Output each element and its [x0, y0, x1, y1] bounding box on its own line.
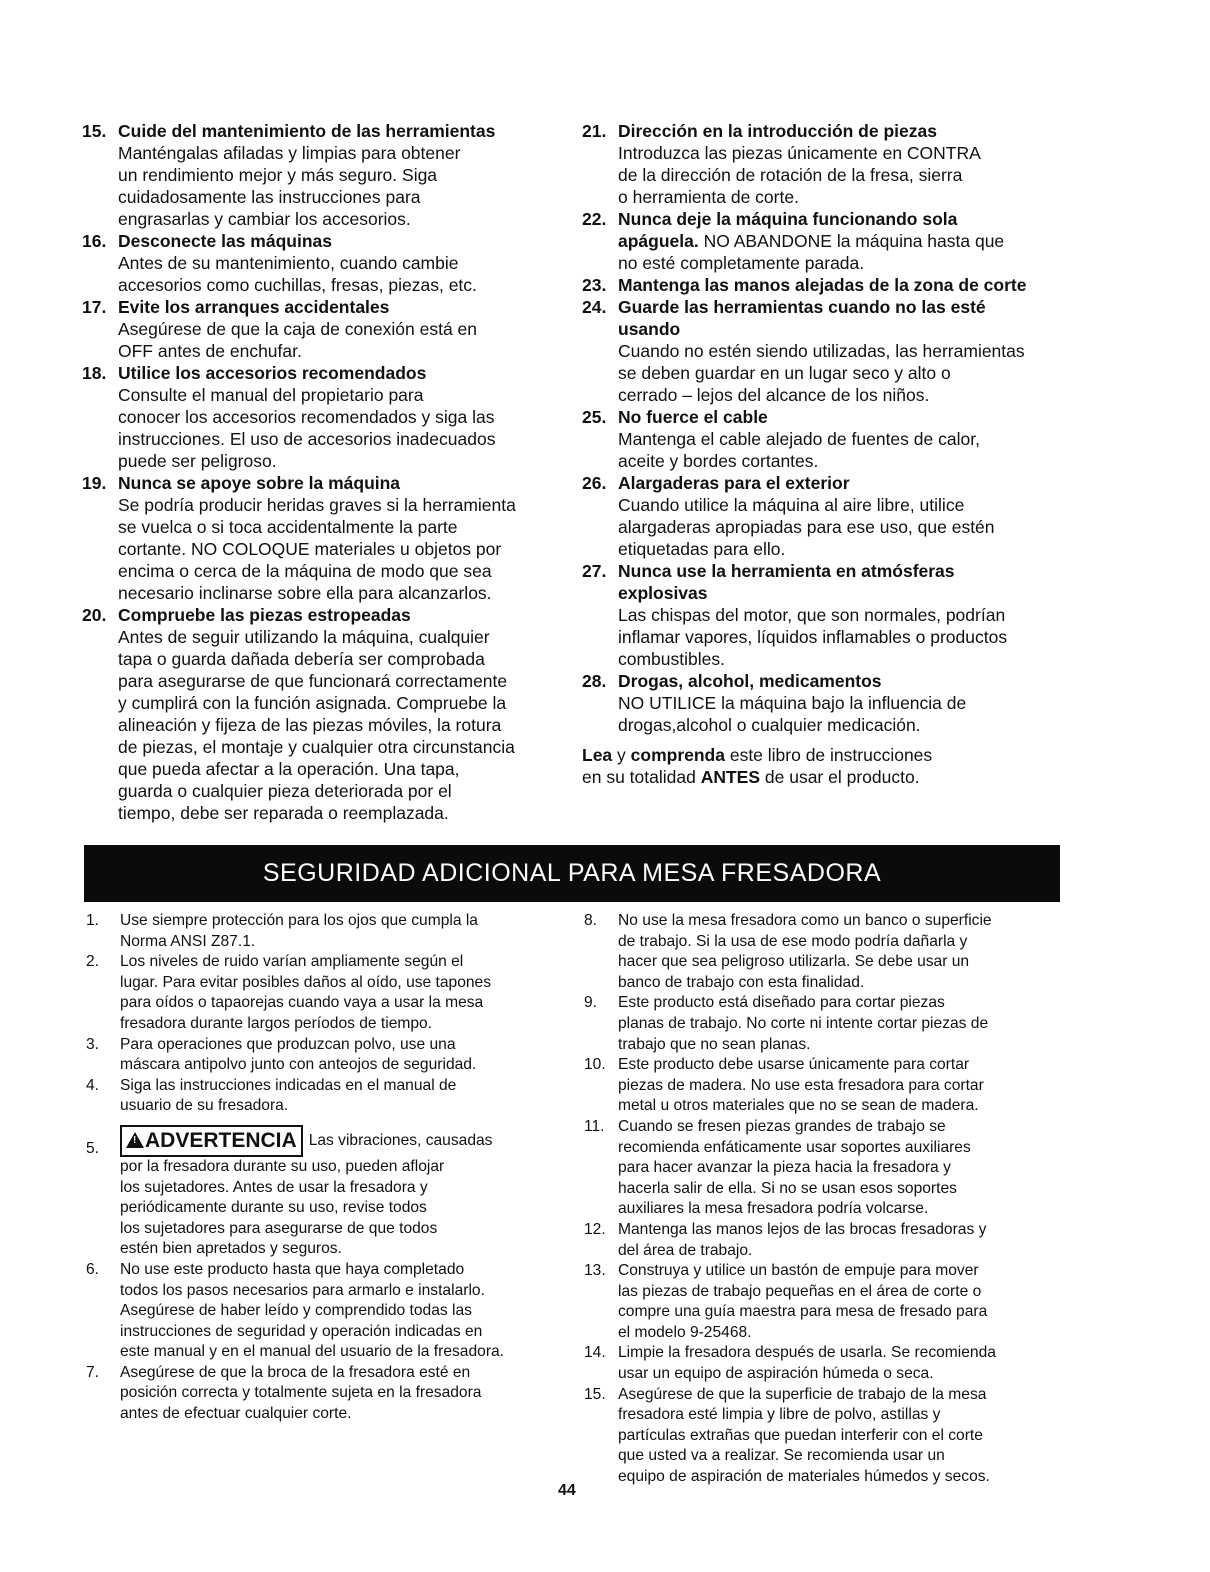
safety-number: 1. — [86, 912, 100, 929]
rule-line: Se podría producir heridas graves si la herramienta — [118, 495, 516, 515]
rule-25 — [582, 406, 1062, 472]
rule-line: conocer los accesorios recomendados y siga las — [118, 407, 495, 427]
closing-line-2 — [582, 766, 962, 788]
safety-line: este manual y en el manual del usuario de la fresadora. — [120, 1343, 505, 1361]
rule-line: para asegurarse de que funcionará correctamente — [118, 671, 508, 691]
rule-line: guarda o cualquier pieza deteriorada por el — [118, 781, 452, 801]
rule-line: Asegúrese de que la caja de conexión está en — [118, 319, 478, 339]
safety-line: máscara antipolvo junto con anteojos de seguridad. — [120, 1056, 477, 1074]
rules-right-column — [582, 120, 1062, 788]
rule-line: se vuelca o si toca accidentalmente la parte — [118, 517, 458, 537]
safety-line: recomienda enfáticamente usar soportes auxiliares — [618, 1138, 971, 1156]
rule-23 — [582, 274, 1062, 296]
closing-line-1 — [582, 744, 962, 766]
rule-line: de la dirección de rotación de la fresa, sierra — [618, 165, 963, 185]
rule-number: 19. — [82, 473, 107, 493]
rule-number: 25. — [582, 407, 607, 427]
rule-line: que pueda afectar a la operación. Una tapa, — [118, 759, 460, 779]
rule-28 — [582, 670, 1062, 736]
safety-line: para hacer avanzar la pieza hacia la fresadora y — [618, 1159, 951, 1177]
rule-19 — [82, 472, 552, 604]
safety-number: 8. — [584, 912, 598, 929]
rule-title: explosivas — [618, 583, 708, 603]
rule-number: 27. — [582, 561, 607, 581]
safety-line: los sujetadores. Antes de usar la fresadora y — [120, 1178, 428, 1196]
rule-title: Compruebe las piezas estropeadas — [118, 605, 411, 625]
safety-item-8 — [584, 911, 1060, 993]
safety-line: Norma ANSI Z87.1. — [120, 932, 256, 950]
safety-line: de trabajo. Si la usa de ese modo podría dañarla y — [618, 932, 968, 950]
rule-title: Utilice los accesorios recomendados — [118, 363, 427, 383]
safety-number: 15. — [584, 1385, 606, 1403]
safety-line: Construya y utilice un bastón de empuje para mover — [618, 1262, 979, 1280]
rule-line: aceite y bordes cortantes. — [618, 451, 819, 471]
closing-post: de usar el producto. — [760, 767, 920, 787]
safety-item-15 — [584, 1385, 1060, 1488]
safety-line: fresadora esté limpia y libre de polvo, astillas y — [618, 1406, 941, 1424]
safety-number: 2. — [86, 953, 100, 971]
rule-line: drogas,alcohol o cualquier medicación. — [618, 715, 921, 735]
rule-18 — [82, 362, 552, 472]
rule-line: cerrado – lejos del alcance de los niños. — [618, 385, 930, 405]
rule-27 — [582, 560, 1062, 670]
warning-label-box — [120, 1125, 303, 1157]
warning-row — [120, 1125, 572, 1157]
rule-line: cortante. NO COLOQUE materiales u objetos por — [118, 539, 502, 559]
safety-line: Para operaciones que produzcan polvo, use una — [120, 1035, 456, 1053]
safety-line: el modelo 9-25468. — [618, 1323, 752, 1341]
closing-comprenda: comprenda — [630, 745, 725, 765]
safety-line: lugar. Para evitar posibles daños al oído, use tapones — [120, 973, 492, 991]
rule-17 — [82, 296, 552, 362]
safety-item-7 — [86, 1363, 572, 1425]
rule-number: 28. — [582, 671, 607, 691]
safety-line: Este producto debe usarse únicamente para cortar — [618, 1056, 970, 1074]
rule-line: Manténgalas afiladas y limpias para obtener — [118, 143, 461, 163]
safety-line: fresadora durante largos períodos de tiempo. — [120, 1014, 433, 1032]
safety-line: del área de trabajo. — [618, 1241, 753, 1259]
rule-line: Mantenga el cable alejado de fuentes de calor, — [618, 429, 980, 449]
rule-16 — [82, 230, 552, 296]
safety-item-3 — [86, 1035, 572, 1076]
safety-line: Los niveles de ruido varían ampliamente según el — [120, 953, 464, 971]
rule-21 — [582, 120, 1062, 208]
safety-item-13 — [584, 1261, 1060, 1343]
safety-line: auxiliares la mesa fresadora podría volcarse. — [618, 1200, 929, 1218]
rule-20 — [82, 604, 552, 824]
safety-number: 13. — [584, 1262, 606, 1280]
safety-line: compre una guía maestra para mesa de fresado para — [618, 1303, 988, 1321]
rule-line: instrucciones. El uso de accesorios inadecuados — [118, 429, 496, 449]
safety-line: todos los pasos necesarios para armarlo e instalarlo. — [120, 1281, 485, 1299]
rule-line: un rendimiento mejor y más seguro. Siga — [118, 165, 438, 185]
safety-line: Mantenga las manos lejos de las brocas fresadoras y — [618, 1220, 987, 1238]
safety-line: Asegúrese de haber leído y comprendido todas las — [120, 1302, 472, 1320]
rule-line: alargaderas apropiadas para ese uso, que estén — [618, 517, 995, 537]
closing-y: y — [612, 745, 631, 765]
safety-line: No use la mesa fresadora como un banco o superficie — [618, 912, 992, 929]
safety-line: estén bien apretados y seguros. — [120, 1240, 342, 1258]
rule-line: Antes de su mantenimiento, cuando cambie — [118, 253, 459, 273]
safety-line: piezas de madera. No use esta fresadora para cortar — [618, 1076, 984, 1094]
warning-label: ADVERTENCIA — [145, 1128, 297, 1152]
safety-item-14 — [584, 1343, 1060, 1384]
safety-number: 9. — [584, 994, 598, 1012]
section-banner-title: SEGURIDAD ADICIONAL PARA MESA FRESADORA — [262, 859, 882, 887]
safety-item-6 — [86, 1260, 572, 1363]
warning-text: Las vibraciones, causadas — [308, 1131, 493, 1149]
rule-line: etiquetadas para ello. — [618, 539, 786, 559]
rule-title: Nunca se apoye sobre la máquina — [118, 473, 401, 493]
safety-number: 12. — [584, 1220, 606, 1238]
closing-antes: ANTES — [700, 767, 761, 787]
rule-line: tapa o guarda dañada debería ser comprobada — [118, 649, 485, 669]
rule-line: Introduzca las piezas únicamente en CONTRA — [618, 143, 981, 163]
rule-26 — [582, 472, 1062, 560]
rule-title: usando — [618, 319, 681, 339]
safety-line: usuario de su fresadora. — [120, 1097, 289, 1115]
safety-item-4 — [86, 1076, 572, 1117]
safety-line: partículas extrañas que puedan interferir con el corte — [618, 1426, 983, 1444]
rule-title: Evite los arranques accidentales — [118, 297, 390, 317]
closing-pre: en su totalidad — [582, 767, 701, 787]
safety-line: Use siempre protección para los ojos que cumpla la — [120, 912, 478, 929]
rule-24 — [582, 296, 1062, 406]
rule-number: 16. — [82, 231, 107, 251]
rule-line: se deben guardar en un lugar seco y alto o — [618, 363, 951, 383]
safety-line: que usted va a realizar. Se recomienda usar un — [618, 1447, 945, 1465]
safety-number: 3. — [86, 1035, 100, 1053]
safety-line: Cuando se fresen piezas grandes de trabajo se — [618, 1117, 946, 1135]
safety-line: para oídos o tapaorejas cuando vaya a usar la mesa — [120, 994, 484, 1012]
safety-line: posición correcta y totalmente sujeta en la fresadora — [120, 1384, 482, 1402]
rule-number: 18. — [82, 363, 107, 383]
rule-line: puede ser peligroso. — [118, 451, 277, 471]
rule-number: 22. — [582, 209, 607, 229]
safety-item-5 — [86, 1125, 572, 1260]
safety-line: Asegúrese de que la superficie de trabajo de la mesa — [618, 1385, 987, 1403]
safety-line: Este producto está diseñado para cortar piezas — [618, 994, 945, 1012]
safety-line: por la fresadora durante su uso, pueden aflojar — [120, 1157, 445, 1175]
page-number: 44 — [558, 1482, 576, 1499]
safety-line: los sujetadores para asegurarse de que todos — [120, 1219, 438, 1237]
safety-line: hacer que sea peligroso utilizarla. Se debe usar un — [618, 953, 970, 971]
rule-line: accesorios como cuchillas, fresas, piezas, etc. — [118, 275, 477, 295]
rule-line: Cuando no estén siendo utilizadas, las herramientas — [618, 341, 1025, 361]
rule-line: encima o cerca de la máquina de modo que sea — [118, 561, 492, 581]
safety-number: 4. — [86, 1076, 100, 1094]
rule-title: Alargaderas para el exterior — [618, 473, 850, 493]
rule-number: 15. — [82, 121, 107, 141]
rule-line: OFF antes de enchufar. — [118, 341, 302, 361]
rule-title: No fuerce el cable — [618, 407, 768, 427]
safety-line: Asegúrese de que la broca de la fresadora esté en — [120, 1363, 471, 1381]
safety-line: Limpie la fresadora después de usarla. Se recomienda — [618, 1344, 996, 1362]
safety-line: hacerla salir de ella. Si no se usan esos soportes — [618, 1179, 957, 1197]
rule-line: de piezas, el montaje y cualquier otra circunstancia — [118, 737, 515, 757]
rule-title: Drogas, alcohol, medicamentos — [618, 671, 882, 691]
rule-line: necesario inclinarse sobre ella para alcanzarlos. — [118, 583, 492, 603]
safety-number: 5. — [86, 1139, 100, 1157]
safety-line: banco de trabajo con esta finalidad. — [618, 973, 865, 991]
safety-item-12 — [584, 1220, 1060, 1261]
rule-line: no esté completamente parada. — [618, 253, 865, 273]
rule-line: tiempo, debe ser reparada o reemplazada. — [118, 803, 449, 823]
rule-title: Nunca use la herramienta en atmósferas — [618, 561, 955, 581]
rule-title: Mantenga las manos alejadas de la zona de corte — [618, 275, 1027, 295]
safety-line: periódicamente durante su uso, revise todos — [120, 1199, 427, 1217]
rule-22 — [582, 208, 1062, 274]
rule-title: Desconecte las máquinas — [118, 231, 332, 251]
rule-title: Dirección en la introducción de piezas — [618, 121, 937, 141]
safety-left-column — [86, 911, 572, 1425]
rule-title: Cuide del mantenimiento de las herramientas — [118, 121, 496, 141]
safety-item-10 — [584, 1055, 1060, 1117]
safety-line: las piezas de trabajo pequeñas en el área de corte o — [618, 1282, 982, 1300]
closing-note — [582, 744, 962, 788]
rule-title: Guarde las herramientas cuando no las esté — [618, 297, 986, 317]
safety-line: instrucciones de seguridad y operación indicadas en — [120, 1322, 483, 1340]
rule-lead-rest: NO ABANDONE la máquina hasta que — [698, 231, 1005, 251]
closing-lea: Lea — [582, 745, 613, 765]
safety-number: 7. — [86, 1363, 100, 1381]
safety-line: metal u otros materiales que no se sean de madera. — [618, 1097, 979, 1115]
rule-line: Antes de seguir utilizando la máquina, cualquier — [118, 627, 490, 647]
rule-number: 24. — [582, 297, 607, 317]
safety-item-1 — [86, 911, 572, 952]
rule-number: 17. — [82, 297, 107, 317]
rule-line: Cuando utilice la máquina al aire libre, utilice — [618, 495, 965, 515]
rule-number: 20. — [82, 605, 107, 625]
safety-number: 10. — [584, 1056, 606, 1074]
rule-number: 23. — [582, 275, 607, 295]
safety-line: usar un equipo de aspiración húmeda o seca. — [618, 1365, 934, 1383]
rule-line: NO UTILICE la máquina bajo la influencia de — [618, 693, 967, 713]
safety-line: antes de efectuar cualquier corte. — [120, 1405, 352, 1423]
rule-number: 21. — [582, 121, 607, 141]
rule-line: engrasarlas y cambiar los accesorios. — [118, 209, 411, 229]
warning-triangle-icon: ! — [126, 1132, 144, 1148]
safety-number: 11. — [584, 1117, 605, 1135]
safety-line: equipo de aspiración de materiales húmedos y secos. — [618, 1468, 990, 1486]
safety-line: Siga las instrucciones indicadas en el manual de — [120, 1076, 457, 1094]
safety-right-column — [584, 911, 1060, 1488]
safety-number: 6. — [86, 1260, 100, 1278]
rule-line: Las chispas del motor, que son normales, podrían — [618, 605, 1006, 625]
safety-line: No use este producto hasta que haya completado — [120, 1260, 465, 1278]
rule-line — [618, 230, 1062, 252]
rule-line: Consulte el manual del propietario para — [118, 385, 424, 405]
rule-lead: apáguela. — [618, 231, 699, 251]
rule-line: inflamar vapores, líquidos inflamables o productos — [618, 627, 1008, 647]
safety-item-11 — [584, 1117, 1060, 1220]
safety-line: trabajo que no sean planas. — [618, 1035, 811, 1053]
rule-number: 26. — [582, 473, 607, 493]
rule-line: y cumplirá con la función asignada. Compruebe la — [118, 693, 507, 713]
closing-mid: este libro de instrucciones — [724, 745, 933, 765]
safety-item-2 — [86, 952, 572, 1034]
safety-number: 14. — [584, 1344, 606, 1362]
rule-line: combustibles. — [618, 649, 725, 669]
rule-15 — [82, 120, 552, 230]
rule-line: alineación y fijeza de las piezas móviles, la rotura — [118, 715, 502, 735]
rules-left-column — [82, 120, 552, 824]
rule-title: Nunca deje la máquina funcionando sola — [618, 209, 958, 229]
rule-line: o herramienta de corte. — [618, 187, 799, 207]
safety-line: planas de trabajo. No corte ni intente cortar piezas de — [618, 1014, 989, 1032]
section-banner — [84, 845, 1060, 902]
safety-item-9 — [584, 993, 1060, 1055]
rule-line: cuidadosamente las instrucciones para — [118, 187, 421, 207]
